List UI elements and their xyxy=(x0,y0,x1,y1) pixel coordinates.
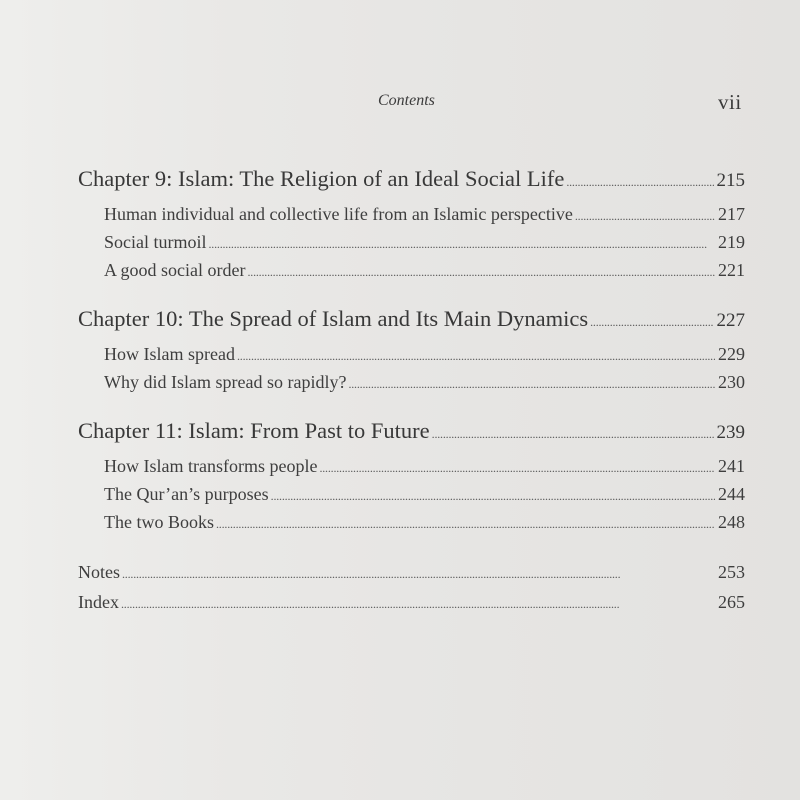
toc-entry-title: Social turmoil xyxy=(104,232,207,252)
dot-leader xyxy=(348,377,715,392)
dot-leader xyxy=(122,567,715,582)
dot-leader xyxy=(319,461,715,476)
toc-section xyxy=(104,344,745,365)
toc-section xyxy=(104,372,745,393)
toc-entry-title: Chapter 11: Islam: From Past to Future xyxy=(78,418,430,443)
dot-leader xyxy=(216,517,715,532)
toc-entry-page: 230 xyxy=(718,372,745,392)
toc-entry-page: 217 xyxy=(718,204,745,224)
toc-entry-title: Index xyxy=(78,592,119,612)
page-number: vii xyxy=(718,90,742,114)
toc-entry-title: Notes xyxy=(78,562,120,582)
toc-entry-title: A good social order xyxy=(104,260,246,280)
toc-entry-page: 221 xyxy=(718,260,745,280)
toc-entry-page: 241 xyxy=(718,456,745,476)
toc-entry-page: 248 xyxy=(718,512,745,532)
toc-entry-page: 244 xyxy=(718,484,745,504)
toc-section xyxy=(104,204,745,225)
dot-leader xyxy=(575,209,715,224)
toc-entry-title: Why did Islam spread so rapidly? xyxy=(104,372,347,392)
running-head xyxy=(0,90,800,120)
dot-leader xyxy=(247,265,715,280)
toc-section xyxy=(104,484,745,505)
dot-leader xyxy=(237,349,715,364)
dot-leader xyxy=(209,237,716,252)
dot-leader xyxy=(121,597,715,612)
toc-entry-page: 215 xyxy=(716,170,745,191)
dot-leader xyxy=(590,315,713,330)
dot-leader xyxy=(271,489,715,504)
toc-entry-title: Chapter 10: The Spread of Islam and Its Main Dynamics xyxy=(78,306,589,331)
toc-entry-title: How Islam spread xyxy=(104,344,235,364)
toc-section xyxy=(104,232,745,253)
toc-entry-page: 253 xyxy=(718,562,745,582)
toc-index xyxy=(78,592,745,613)
toc-entry-title: Chapter 9: Islam: The Religion of an Ideal Social Life xyxy=(78,166,565,191)
toc-chapter-10 xyxy=(78,306,745,332)
toc-section xyxy=(104,512,745,533)
toc-entry-page: 239 xyxy=(716,422,745,443)
toc-entry-page: 229 xyxy=(718,344,745,364)
toc-entry-page: 227 xyxy=(716,310,745,331)
toc-entry-title: The two Books xyxy=(104,512,214,532)
toc-chapter-9 xyxy=(78,166,745,192)
toc-entry-page: 265 xyxy=(718,592,745,612)
dot-leader xyxy=(566,175,713,190)
toc-section xyxy=(104,260,745,281)
toc-section xyxy=(104,456,745,477)
running-head-title: Contents xyxy=(378,92,435,109)
toc-entry-title: Human individual and collective life from an Islamic perspective xyxy=(104,204,573,224)
toc-notes xyxy=(78,562,745,583)
toc-entry-title: The Qur’an’s purposes xyxy=(104,484,269,504)
toc-chapter-11 xyxy=(78,418,745,444)
dot-leader xyxy=(432,427,714,442)
toc-entry-title: How Islam transforms people xyxy=(104,456,318,476)
toc-entry-page: 219 xyxy=(718,232,745,252)
